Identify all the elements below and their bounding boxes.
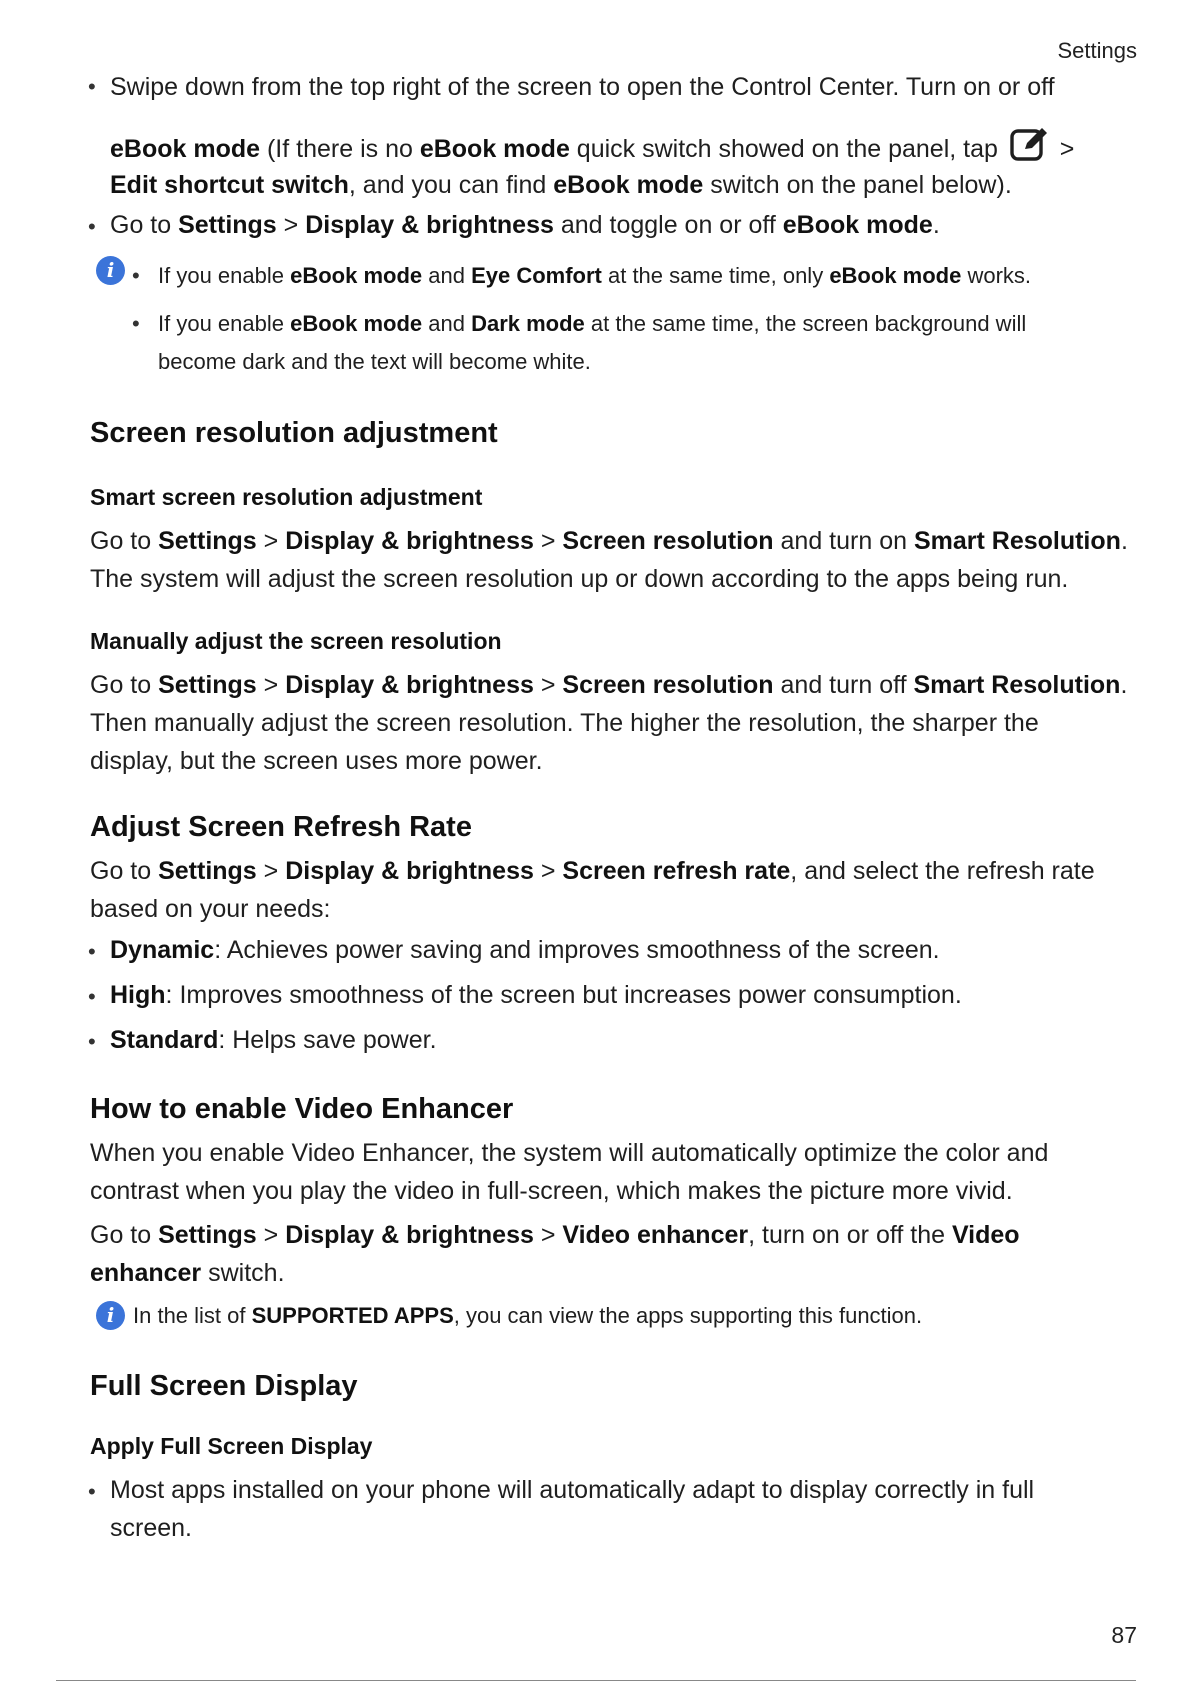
page-number: 87 (1111, 1622, 1137, 1648)
refresh-line1: Go to Settings > Display & brightness > Screen refresh rate, and select the refresh rate (90, 857, 1095, 885)
smart-line2: The system will adjust the screen resolution up or down according to the apps being run. (90, 565, 1069, 593)
video-para1-line1: When you enable Video Enhancer, the system will automatically optimize the color and (90, 1139, 1049, 1167)
bullet-dot: • (88, 74, 96, 99)
bullet-dot: • (132, 263, 140, 288)
manual-line1: Go to Settings > Display & brightness > Screen resolution and turn off Smart Resolution. (90, 671, 1128, 699)
ebook-item1-line1: Swipe down from the top right of the screen to open the Control Center. Turn on or off (110, 73, 1055, 101)
running-header: Settings (1057, 38, 1137, 63)
subsection-title-apply: Apply Full Screen Display (90, 1433, 373, 1459)
section-title-refresh: Adjust Screen Refresh Rate (90, 811, 472, 843)
section-title-video: How to enable Video Enhancer (90, 1093, 514, 1125)
ebook-item1-line3: Edit shortcut switch, and you can find eBook mode switch on the panel below). (110, 171, 1012, 199)
video-para2-line2: enhancer switch. (90, 1259, 285, 1287)
refresh-line2: based on your needs: (90, 895, 331, 923)
subsection-title-manual: Manually adjust the screen resolution (90, 628, 502, 654)
subsection-title-smart: Smart screen resolution adjustment (90, 484, 483, 510)
bullet-dot: • (88, 984, 96, 1009)
ebook-item1-line2: eBook mode (If there is no eBook mode quick switch showed on the panel, tap > (110, 125, 1074, 168)
video-para1-line2: contrast when you play the video in full-screen, which makes the picture more vivid. (90, 1177, 1013, 1205)
section-title-resolution: Screen resolution adjustment (90, 417, 498, 449)
ebook-note2-line1: If you enable eBook mode and Dark mode at the same time, the screen background will (158, 311, 1027, 336)
list-item: Dynamic: Achieves power saving and improves smoothness of the screen. (110, 936, 940, 964)
bullet-dot: • (132, 311, 140, 336)
bullet-dot: • (88, 1029, 96, 1054)
info-icon: i (96, 256, 125, 285)
smart-line1: Go to Settings > Display & brightness > Screen resolution and turn on Smart Resolution. (90, 527, 1128, 555)
edit-icon (1009, 125, 1049, 163)
list-item: High: Improves smoothness of the screen but increases power consumption. (110, 981, 962, 1009)
manual-line2: Then manually adjust the screen resolution. The higher the resolution, the sharper the (90, 709, 1039, 737)
ebook-note1: If you enable eBook mode and Eye Comfort at the same time, only eBook mode works. (158, 263, 1032, 288)
video-note: In the list of SUPPORTED APPS, you can view the apps supporting this function. (133, 1303, 923, 1328)
manual-line3: display, but the screen uses more power. (90, 747, 543, 775)
ebook-note2-line2: become dark and the text will become white. (158, 349, 591, 374)
ebook-mode-term: eBook mode (110, 135, 261, 163)
fullscreen-line2: screen. (110, 1514, 192, 1542)
video-para2-line1: Go to Settings > Display & brightness > Video enhancer, turn on or off the Video (90, 1221, 1020, 1249)
footer-divider (56, 1680, 1136, 1681)
list-item: Standard: Helps save power. (110, 1026, 437, 1054)
bullet-dot: • (88, 939, 96, 964)
bullet-dot: • (88, 1479, 96, 1504)
ebook-item2: Go to Settings > Display & brightness and toggle on or off eBook mode. (110, 211, 940, 239)
section-title-fullscreen: Full Screen Display (90, 1370, 358, 1402)
bullet-dot: • (88, 214, 96, 239)
fullscreen-line1: Most apps installed on your phone will automatically adapt to display correctly in full (110, 1476, 1035, 1504)
info-icon: i (96, 1301, 125, 1330)
